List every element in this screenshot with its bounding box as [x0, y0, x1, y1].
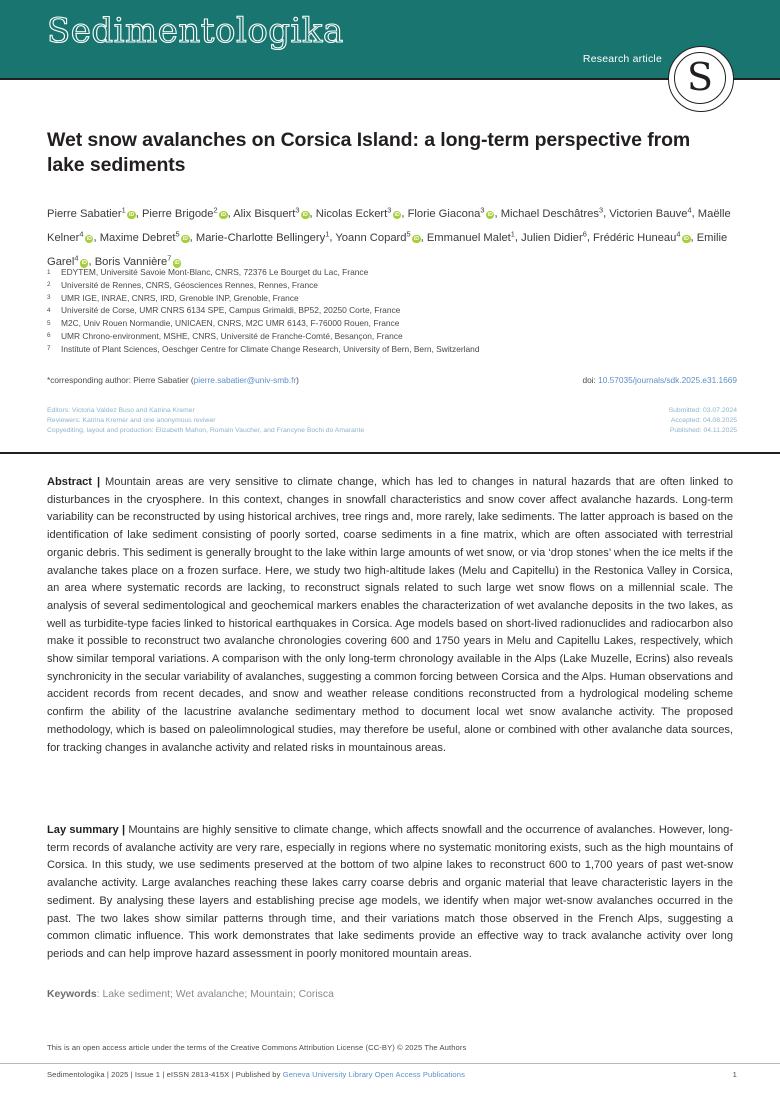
- doi-label: doi:: [582, 375, 599, 385]
- affiliation-row: [47, 279, 737, 292]
- published-date: Published: 04.11.2025: [669, 427, 737, 434]
- orcid-icon[interactable]: iD: [302, 211, 308, 218]
- author-entry: [407, 205, 495, 220]
- author-entry: [500, 205, 604, 220]
- submitted-date: Submitted: 03.07.2024: [668, 407, 737, 414]
- author-affiliation-marker: 5: [406, 229, 411, 239]
- affiliation-number: 4: [47, 306, 51, 314]
- orcid-icon[interactable]: iD: [86, 235, 92, 242]
- affiliation-row: [47, 304, 737, 317]
- author-name: Emilie Garel: [47, 231, 728, 269]
- affiliation-text: UMR Chrono-environment, MSHE, CNRS, Université de Franche-Comté, Besançon, France: [61, 330, 403, 341]
- affiliation-row: [47, 292, 737, 305]
- author-name: Florie Giacona: [407, 207, 481, 220]
- author-name: Frédéric Huneau: [593, 231, 677, 244]
- journal-wordmark: Sedimentologika: [47, 11, 344, 51]
- author-affiliation-marker: 4: [687, 205, 692, 214]
- correspondence-row: [47, 375, 737, 385]
- author-affiliation-marker: 4: [74, 253, 79, 263]
- orcid-icon[interactable]: iD: [683, 235, 689, 242]
- lay-summary-separator: |: [122, 824, 126, 836]
- page-footer: [47, 1070, 737, 1079]
- author-affiliation-marker: 3: [295, 205, 300, 214]
- author-name: Maëlle Kelner: [47, 207, 731, 244]
- keywords-value: : Lake sediment; Wet avalanche; Mountain; Corisca: [96, 989, 334, 1000]
- abstract-label: Abstract: [47, 476, 93, 488]
- author-entry: [426, 229, 515, 244]
- affiliation-text: UMR IGE, INRAE, CNRS, IRD, Grenoble INP, Grenoble, France: [61, 292, 299, 303]
- editors-line: Editors: Victoria Valdez Buso and Katrina Kremer: [47, 407, 195, 414]
- header-divider: [0, 78, 780, 80]
- author-name: Alix Bisquert: [233, 207, 296, 220]
- author-entry: [47, 205, 136, 220]
- footer-publisher-link[interactable]: Geneva University Library Open Access Publications: [282, 1070, 465, 1079]
- author-entry: [593, 229, 690, 244]
- orcid-icon[interactable]: iD: [182, 235, 189, 242]
- accepted-date: Accepted: 04.08.2025: [670, 417, 737, 424]
- author-name: Nicolas Eckert: [315, 207, 388, 220]
- author-entry: [233, 205, 309, 220]
- author-name: Maxime Debret: [99, 231, 176, 244]
- doi-row: [582, 375, 737, 385]
- reviewers-line: Reviewers: Katrina Kremer and one anonymous reviwer: [47, 417, 216, 424]
- journal-masthead: [0, 0, 780, 78]
- orcid-icon[interactable]: iD: [220, 211, 226, 218]
- author-entry: [99, 229, 190, 244]
- author-affiliation-marker: 6: [582, 229, 587, 239]
- article-type-label: Research article: [582, 53, 662, 65]
- logo-monogram: S: [686, 55, 714, 99]
- orcid-icon[interactable]: iD: [413, 235, 419, 242]
- orcid-icon[interactable]: iD: [81, 260, 87, 267]
- affiliation-row: [47, 317, 737, 330]
- footer-divider: [0, 1063, 780, 1064]
- lay-summary-label: Lay summary: [47, 824, 119, 836]
- editorial-metadata: [47, 406, 737, 436]
- page-number: 1: [732, 1070, 737, 1079]
- affiliation-number: 3: [47, 294, 51, 302]
- affiliation-number: 2: [47, 281, 51, 289]
- author-affiliation-marker: 2: [213, 205, 218, 214]
- author-affiliation-marker: 1: [325, 229, 330, 239]
- abstract-text: Mountain areas are very sensitive to climate change, which has led to changes in natural hazards that are often linked to disturbances in the cryosphere. In this context, changes in snowfall characteristics and snow cover affect avalanche hazards. Long-term variability can be reconstructed by using historical archives, tree rings and, more rarely, lake sediments. The latter approach is based on the identification of lake sediment consisting of poorly sorted, coarse sediments in a fine matrix, which are often associated with terrestrial organic debris. This sediment is generally brought to the lake within large amounts of wet snow, or via ‘drop stones’ when the ice melts if the avalanche takes place on a frozen surface. Here, we study two high-altitude lakes (Melu and Capitellu) in the Restonica Valley in Corsica, an area where systematic records are lacking, to reconstruct signals related to such large wet snow flows on a millennial scale. The analysis of several sedimentological and geochemical markers enables the characterization of wet avalanche deposits in the two lakes, as well as turbidite-type facies linked to historical earthquakes in Corsica. Age models based on short-lived radionuclides and radiocarbon also make it possible to reconstruct two avalanche chronologies covering 600 and 1750 years in Melu and Capitellu Lakes, respectively, which show similar temporal variations. A comparison with the only long-term chronology available in the Alps (Lake Muzelle, Ecrins) also reveals synchronicity in the secular variability of avalanches, suggesting a common forcing between Corsica and the Alps. Human observations and accident records from recent decades, and snow and weather release conditions reconstructed from a hydrological modeling scheme confirm the ability of the lacustrine avalanche sedimentary method to document local wet snow avalanche activity. The proposed methodology, which is based on paleolimnological studies, may therefore be useful, alone or combined with other avalanche data sources, for tracking changes in avalanche activity and related risks in mountainous areas.: [47, 476, 733, 754]
- corresponding-suffix: ): [296, 375, 299, 385]
- author-entry: [195, 229, 330, 244]
- author-affiliation-marker: 3: [387, 205, 392, 214]
- author-list: Pierre Sabatier$^1$iD , Pierre Brigode$^2$iD , Alix Bisquert$^3$iD , Nicolas Eckert$^3$iD , Florie Giacona$^3$iD , Michael Deschâtres$^3$, Victorien Bauve$^4$, Maëlle Kelner$^4$iD , Maxime Debret$^5$iD , Marie-Charlotte Bellingery$^1$, Yoann Copard$^5$iD , Emmanuel Malet$^1$, Julien Didier$^6$, Frédéric Huneau$^4$iD , Emilie Garel$^4$iD , Boris Vannière$^7$iD: [47, 205, 731, 269]
- author-affiliation-marker: 7: [167, 253, 172, 263]
- affiliation-row: [47, 266, 737, 279]
- journal-logo-icon: [668, 46, 734, 112]
- affiliation-text: Université de Rennes, CNRS, Géosciences Rennes, Rennes, France: [61, 279, 318, 290]
- doi-link[interactable]: 10.57035/journals/sdk.2025.e31.1669: [598, 375, 737, 385]
- publication-dates: [669, 406, 737, 436]
- author-name: Yoann Copard: [335, 231, 407, 244]
- affiliation-text: M2C, Univ Rouen Normandie, UNICAEN, CNRS, M2C UMR 6143, F-76000 Rouen, France: [61, 318, 400, 329]
- page-title: Wet snow avalanches on Corsica Island: a long-term perspective from lake sediments: [47, 129, 691, 176]
- corresponding-email-link[interactable]: pierre.sabatier@univ-smb.fr: [193, 375, 297, 385]
- author-name: Emmanuel Malet: [426, 231, 511, 244]
- footer-citation: [47, 1070, 465, 1079]
- author-entry: [609, 205, 692, 220]
- orcid-icon[interactable]: iD: [128, 211, 135, 218]
- author-entry: [141, 205, 228, 220]
- orcid-icon[interactable]: iD: [394, 211, 400, 218]
- affiliation-number: 6: [47, 332, 51, 340]
- affiliation-number: 7: [47, 345, 51, 353]
- affiliation-text: Institute of Plant Sciences, Oeschger Centre for Climate Change Research, University of Bern, Bern, Switzerland: [61, 343, 480, 354]
- corresponding-prefix: *corresponding author: Pierre Sabatier (: [47, 375, 194, 385]
- orcid-icon[interactable]: iD: [174, 260, 180, 267]
- author-name: Pierre Brigode: [141, 207, 214, 220]
- author-name: Pierre Sabatier: [47, 207, 122, 220]
- author-name: Boris Vannière: [94, 256, 168, 269]
- abstract-divider: [0, 452, 780, 454]
- author-affiliation-marker: 5: [175, 229, 180, 239]
- author-entry: [315, 205, 402, 220]
- keywords-label: Keywords: [47, 989, 97, 1000]
- author-name: Marie-Charlotte Bellingery: [195, 231, 326, 244]
- affiliation-row: [47, 343, 737, 356]
- author-affiliation-marker: 4: [79, 229, 84, 239]
- author-affiliation-marker: 1: [121, 205, 126, 214]
- keywords-section: [47, 989, 733, 1000]
- affiliation-row: [47, 330, 737, 343]
- author-affiliation-marker: 4: [676, 229, 681, 239]
- production-line: Copyediting, layout and production: Elizabeth Mahon, Romain Vaucher, and Francyne Bochi do Amarante: [47, 427, 365, 434]
- editorial-credits: [47, 406, 364, 436]
- author-affiliation-marker: 3: [598, 205, 604, 214]
- author-affiliation-marker: 1: [510, 229, 515, 239]
- affiliation-number: 5: [47, 319, 51, 327]
- abstract-section: [47, 474, 733, 757]
- author-entry: [335, 229, 420, 244]
- author-name: Michael Deschâtres: [500, 207, 599, 220]
- abstract-separator: |: [96, 476, 101, 488]
- footer-journal-info: Sedimentologika | 2025 | Issue 1 | eISSN 2813-415X | Published by: [47, 1070, 283, 1079]
- author-name: Victorien Bauve: [609, 207, 688, 220]
- affiliation-text: Université de Corse, UMR CNRS 6134 SPE, Campus Grimaldi, BP52, 20250 Corte, France: [61, 305, 401, 316]
- affiliation-number: 1: [47, 268, 51, 276]
- affiliation-text: EDYTEM, Université Savoie Mont-Blanc, CNRS, 72376 Le Bourget du Lac, France: [61, 267, 369, 277]
- affiliation-list: [47, 266, 737, 356]
- orcid-icon[interactable]: iD: [487, 211, 493, 218]
- license-statement: This is an open access article under the terms of the Creative Commons Attribution License (CC-BY) © 2025 The Authors: [47, 1043, 467, 1052]
- corresponding-author: [47, 375, 299, 385]
- author-entry: [521, 229, 587, 244]
- lay-summary-text: Mountains are highly sensitive to climate change, which affects snowfall and the occurrence of avalanches. However, long-term records of avalanche activity are very rare, especially in regions where no systematic monitoring exists, such as the high mountains of Corsica. In this study, we use sediments preserved at the bottom of two alpine lakes to reconstruct 600 to 1,700 years of past wet-snow avalanche activity. Large avalanches reaching these lakes carry coarse debris and organic material that leave characteristic layers in the sediment. By analysing these layers and establishing precise age models, we identify when major wet-snow avalanches occurred in the past. The two lakes show similar patterns through time, and their variations match those observed in the French Alps, suggesting a common climatic influence. This work demonstrates that lake sediments provide an effective way to track avalanche activity over long periods and can help improve hazard assessment in poorly monitored mountain areas.: [47, 824, 734, 960]
- author-affiliation-marker: 3: [480, 205, 485, 214]
- author-name: Julien Didier: [521, 231, 583, 244]
- lay-summary-section: [47, 822, 733, 964]
